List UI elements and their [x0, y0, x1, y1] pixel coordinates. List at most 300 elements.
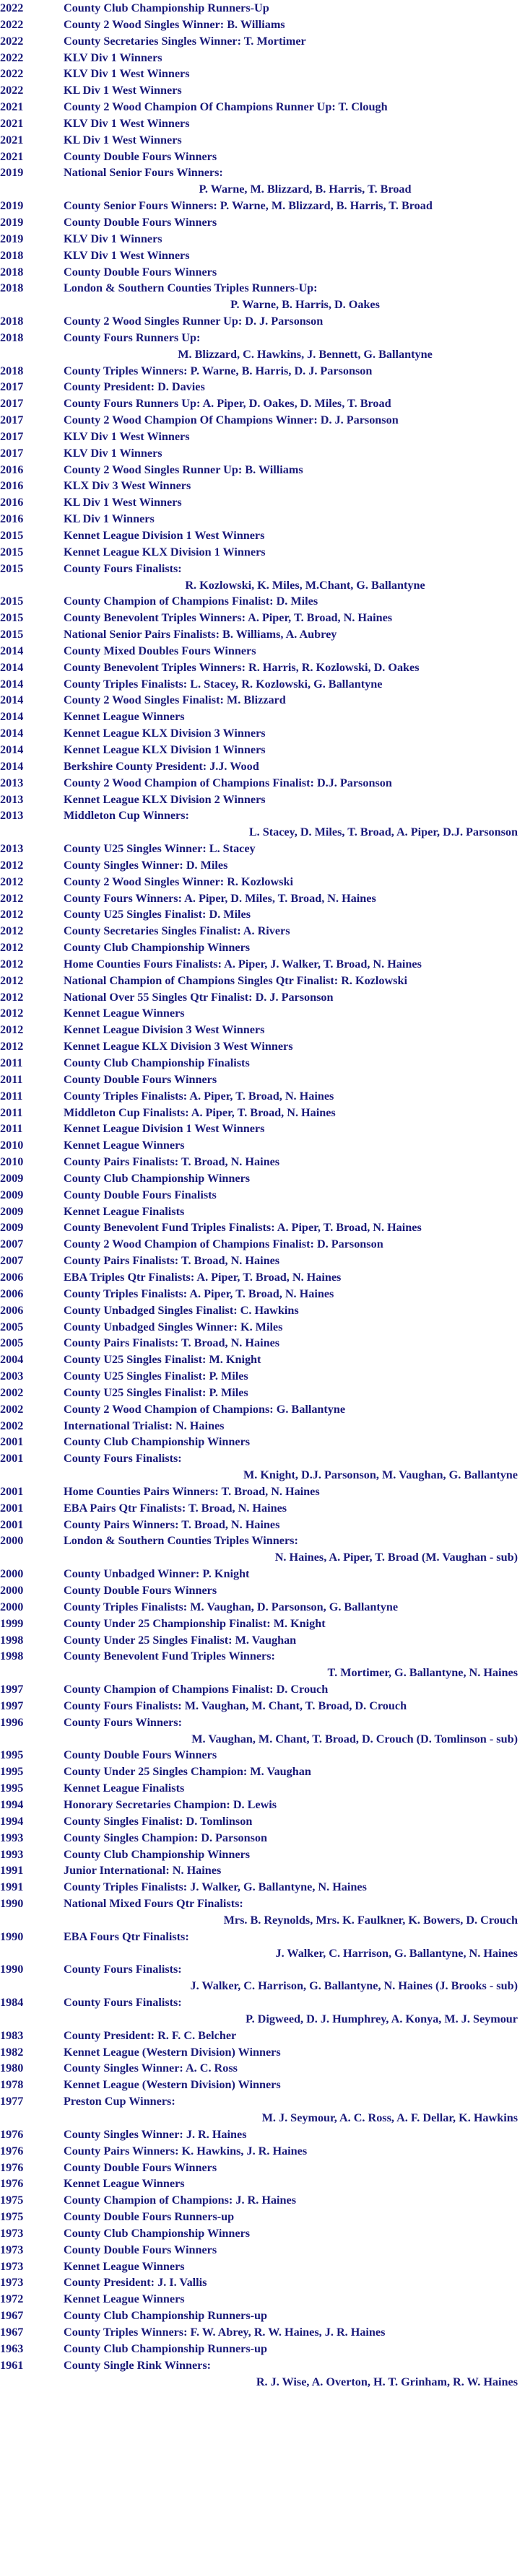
honour-text: County Singles Winner: A. C. Ross [64, 2062, 238, 2075]
honour-year: 2009 [0, 1221, 24, 1235]
honour-text: Kennet League Winners [64, 2259, 185, 2273]
honour-row [0, 709, 518, 725]
honour-text: County Triples Finalists: J. Walker, G. Ballantyne, N. Haines [64, 1880, 367, 1894]
honour-row [0, 2028, 518, 2044]
honour-year [0, 1945, 64, 1962]
honour-year [0, 577, 64, 594]
honour-text: Junior International: N. Haines [64, 1864, 222, 1878]
honour-text: County President: R. F. C. Belcher [64, 2028, 237, 2042]
honour-text: County Pairs Finalists: T. Broad, N. Haines [64, 1336, 280, 1350]
honour-year: 1973 [0, 2259, 24, 2273]
honour-text: County Under 25 Championship Finalist: M. Knight [64, 1616, 326, 1630]
honour-year: 2014 [0, 677, 24, 691]
honour-year: 2012 [0, 1007, 24, 1020]
honour-row [0, 1994, 518, 2011]
honour-row [0, 132, 518, 149]
honour-year: 2005 [0, 1336, 24, 1350]
honour-year: 2018 [0, 330, 24, 344]
honour-year: 1995 [0, 1748, 24, 1762]
honour-year: 1991 [0, 1864, 24, 1878]
honour-text: County Double Fours Winners [64, 215, 217, 229]
honour-text: County Secretaries Singles Winner: T. Mortimer [64, 34, 306, 48]
honour-row [0, 149, 518, 165]
honour-row [0, 429, 518, 445]
honour-text: London & Southern Counties Triples Winners: [64, 1534, 298, 1548]
honour-text: Kennet League (Western Division) Winners [64, 2078, 281, 2092]
honour-row [0, 1154, 518, 1170]
honour-row [0, 66, 518, 82]
honour-row [0, 939, 518, 956]
honour-year: 2000 [0, 1600, 24, 1613]
honour-text: KL Div 1 West Winners [64, 84, 182, 97]
honour-text: County Club Championship Winners [64, 2226, 251, 2240]
honour-row [0, 742, 518, 758]
honour-year: 2019 [0, 199, 24, 213]
honour-text: County Champion of Champions Finalist: D. Miles [64, 595, 318, 608]
honour-row [0, 1351, 518, 1368]
honour-text: County Double Fours Winners [64, 2243, 217, 2256]
honour-row [0, 363, 518, 380]
honour-row [0, 115, 518, 132]
honour-year: 2012 [0, 957, 24, 971]
honour-text: County 2 Wood Champion of Champions: G. Ballantyne [64, 1402, 346, 1416]
honour-year: 2012 [0, 858, 24, 872]
honour-year: 2009 [0, 1171, 24, 1185]
honour-row [0, 2274, 518, 2291]
honour-names-continuation: M. Knight, D.J. Parsonson, M. Vaughan, G. Ballantyne [243, 1468, 518, 1482]
honour-text: County Club Championship Winners [64, 1435, 251, 1449]
honour-year: 2000 [0, 1567, 24, 1581]
honour-year: 2016 [0, 496, 24, 509]
honour-row [0, 1401, 518, 1418]
honour-text: County Fours Finalists: [64, 1452, 182, 1466]
honour-row [0, 890, 518, 907]
honour-year: 2014 [0, 710, 24, 724]
honour-text: Preston Cup Winners: [64, 2095, 175, 2108]
honour-row [0, 544, 518, 561]
honour-text: County 2 Wood Champion Of Champions Runner Up: T. Clough [64, 100, 388, 114]
honour-year: 1982 [0, 2045, 24, 2059]
honour-row [0, 1632, 518, 1649]
honour-year: 1961 [0, 2358, 24, 2372]
honour-text: International Trialist: N. Haines [64, 1419, 225, 1432]
honour-year: 2007 [0, 1237, 24, 1251]
honour-row [0, 1862, 518, 1879]
honour-row [0, 989, 518, 1006]
honour-year: 2022 [0, 34, 24, 48]
honour-year: 1967 [0, 2309, 24, 2323]
honour-year: 2011 [0, 1072, 23, 1086]
honour-text: Kennet League Division 1 West Winners [64, 1122, 265, 1136]
honour-row [0, 643, 518, 660]
honour-text: County 2 Wood Singles Runner Up: B. Williams [64, 463, 303, 476]
honour-text: County Double Fours Finalists [64, 1188, 217, 1201]
honour-row [0, 1236, 518, 1253]
honour-row [0, 1681, 518, 1698]
honour-row [0, 50, 518, 66]
honour-year: 1983 [0, 2028, 24, 2042]
honour-row [0, 2259, 518, 2275]
honour-row [0, 1616, 518, 1632]
honour-names-continuation: P. Warne, B. Harris, D. Oakes [230, 298, 380, 312]
honour-row [0, 527, 518, 544]
honour-text: County Double Fours Winners [64, 2160, 217, 2174]
honour-text: County Club Championship Finalists [64, 1056, 250, 1069]
honour-row [0, 1170, 518, 1187]
honour-text: KLV Div 1 West Winners [64, 429, 190, 443]
honour-names-continuation: J. Walker, C. Harrison, G. Ballantyne, N. Haines (J. Brooks - sub) [190, 1979, 518, 1993]
honour-text: County Unbadged Singles Finalist: C. Hawkins [64, 1303, 299, 1317]
honour-text: County President: D. Davies [64, 380, 205, 394]
honour-text: County Fours Winners: [64, 1715, 183, 1729]
honour-text: Kennet League (Western Division) Winners [64, 2045, 281, 2059]
honour-row [0, 2011, 518, 2028]
honour-text: County Singles Winner: D. Miles [64, 858, 228, 872]
honour-text: County Singles Finalist: D. Tomlinson [64, 1814, 253, 1828]
honour-year: 2015 [0, 628, 24, 641]
honour-text: County Unbadged Singles Winner: K. Miles [64, 1320, 283, 1333]
honour-row [0, 1517, 518, 1533]
honour-year: 2015 [0, 545, 24, 558]
honour-text: County Benevolent Fund Triples Winners: [64, 1650, 275, 1663]
honour-year: 2022 [0, 51, 24, 64]
honour-year: 1998 [0, 1650, 24, 1663]
honour-row [0, 1731, 518, 1748]
honour-row [0, 874, 518, 890]
honour-year: 2006 [0, 1303, 24, 1317]
honour-text: National Champion of Champions Singles Qtr Finalist: R. Kozlowski [64, 973, 407, 987]
honour-row [0, 2225, 518, 2242]
honour-year: 2014 [0, 742, 24, 756]
honour-year: 2006 [0, 1270, 24, 1284]
honour-text: County Pairs Winners: K. Hawkins, J. R. Haines [64, 2144, 308, 2157]
honour-text: EBA Pairs Qtr Finalists: T. Broad, N. Haines [64, 1501, 287, 1515]
honour-year: 2014 [0, 644, 24, 657]
honour-names-continuation: J. Walker, C. Harrison, G. Ballantyne, N. Haines [275, 1946, 518, 1960]
honour-text: Kennet League KLX Division 1 Winners [64, 545, 266, 558]
honour-year [0, 1731, 64, 1748]
honour-year: 2021 [0, 116, 24, 130]
honour-text: County Pairs Finalists: T. Broad, N. Haines [64, 1254, 280, 1268]
honour-year: 2012 [0, 1023, 24, 1037]
honour-year: 1990 [0, 1963, 24, 1976]
honour-year: 1973 [0, 2276, 24, 2290]
honour-year: 1993 [0, 1847, 24, 1861]
honour-row [0, 2242, 518, 2259]
honour-row [0, 2176, 518, 2192]
honour-text: County Club Championship Winners [64, 941, 251, 955]
honour-year [0, 1665, 64, 1681]
honour-text: Kennet League KLX Division 1 Winners [64, 742, 266, 756]
honour-row [0, 395, 518, 412]
honour-year: 2018 [0, 315, 24, 328]
honour-year: 2013 [0, 809, 24, 823]
honour-year: 2012 [0, 891, 24, 905]
honour-year: 1972 [0, 2292, 24, 2306]
honour-row [0, 1187, 518, 1204]
honour-row [0, 1088, 518, 1105]
honour-row [0, 1467, 518, 1484]
honour-row [0, 2093, 518, 2110]
honour-row [0, 1302, 518, 1319]
honour-text: Kennet League Division 1 West Winners [64, 529, 265, 542]
honour-text: County Club Championship Runners-Up [64, 1, 269, 14]
honour-year: 1990 [0, 1929, 24, 1943]
honour-text: County Double Fours Runners-up [64, 2210, 235, 2224]
honour-row [0, 923, 518, 939]
honour-text: County Triples Finalists: A. Piper, T. Broad, N. Haines [64, 1089, 334, 1103]
honour-year: 1967 [0, 2325, 24, 2339]
honour-row [0, 379, 518, 395]
honour-row [0, 1549, 518, 1566]
honour-year: 2014 [0, 759, 24, 773]
honour-year: 2016 [0, 512, 24, 526]
honour-text: KLV Div 1 West Winners [64, 67, 190, 81]
honour-row [0, 17, 518, 33]
honour-row [0, 2308, 518, 2324]
honour-year: 2009 [0, 1204, 24, 1218]
honour-year: 2000 [0, 1534, 24, 1548]
honour-text: Kennet League Division 3 West Winners [64, 1023, 265, 1037]
honour-row [0, 198, 518, 214]
honour-text: County Fours Runners Up: A. Piper, D. Oakes, D. Miles, T. Broad [64, 397, 391, 411]
honour-row [0, 494, 518, 511]
honour-row [0, 2192, 518, 2209]
honour-row [0, 1450, 518, 1467]
honour-year: 2017 [0, 429, 24, 443]
honour-row [0, 1582, 518, 1599]
honour-row [0, 165, 518, 181]
honour-text: County Fours Finalists: [64, 1963, 182, 1976]
honour-row [0, 1879, 518, 1896]
honour-year [0, 824, 64, 841]
honour-year: 2013 [0, 776, 24, 789]
honour-row [0, 956, 518, 973]
honour-row [0, 1368, 518, 1385]
honour-text: County Singles Champion: D. Parsonson [64, 1831, 267, 1844]
honour-row [0, 1813, 518, 1830]
honour-row [0, 313, 518, 330]
honour-year: 2018 [0, 364, 24, 377]
honour-text: County Double Fours Winners [64, 1584, 217, 1597]
honour-row [0, 692, 518, 709]
honour-row [0, 346, 518, 363]
honour-text: County U25 Singles Finalist: D. Miles [64, 908, 251, 921]
honour-year: 2019 [0, 166, 24, 180]
honour-text: KL Div 1 Winners [64, 512, 155, 526]
honour-row [0, 1929, 518, 1945]
honour-row [0, 1648, 518, 1665]
honour-text: County Under 25 Singles Finalist: M. Vaughan [64, 1633, 297, 1647]
honour-row [0, 626, 518, 643]
honour-names-continuation: L. Stacey, D. Miles, T. Broad, A. Piper, D.J. Parsonson [248, 825, 518, 839]
honour-text: KLV Div 1 West Winners [64, 248, 190, 262]
honour-row [0, 2374, 518, 2391]
honour-text: County Champion of Champions: J. R. Haines [64, 2194, 297, 2207]
honour-year: 1993 [0, 1831, 24, 1844]
honour-text: County 2 Wood Champion Of Champions Winner: D. J. Parsonson [64, 413, 399, 427]
honour-year: 2015 [0, 611, 24, 625]
honour-text: County President: J. I. Vallis [64, 2276, 207, 2290]
honour-row [0, 1121, 518, 1137]
honour-year: 2012 [0, 875, 24, 888]
honour-year: 2011 [0, 1122, 23, 1136]
honour-year: 1984 [0, 1996, 24, 2010]
honour-row [0, 792, 518, 808]
honour-row [0, 1385, 518, 1401]
honour-row [0, 2060, 518, 2077]
honour-row [0, 1484, 518, 1500]
honour-row [0, 1797, 518, 1813]
honour-year: 2003 [0, 1370, 24, 1383]
honour-row [0, 1714, 518, 1731]
honour-year: 2012 [0, 973, 24, 987]
honour-year: 2014 [0, 693, 24, 707]
honour-year: 1997 [0, 1683, 24, 1696]
honour-names-continuation: P. Digweed, D. J. Humphrey, A. Konya, M. J. Seymour [246, 2012, 518, 2025]
honour-row [0, 1055, 518, 1072]
honour-year: 2001 [0, 1501, 24, 1515]
honour-row [0, 412, 518, 429]
honour-text: County Pairs Finalists: T. Broad, N. Haines [64, 1155, 280, 1169]
honour-text: KLV Div 1 Winners [64, 232, 162, 245]
honour-year [0, 346, 64, 363]
honour-year: 2002 [0, 1419, 24, 1432]
honour-row [0, 1253, 518, 1269]
honour-year: 2012 [0, 1040, 24, 1053]
honour-names-continuation: M. Blizzard, C. Hawkins, J. Bennett, G. Ballantyne [178, 347, 433, 361]
honour-row [0, 824, 518, 841]
honour-text: London & Southern Counties Triples Runners-Up: [64, 281, 318, 295]
honour-year: 2014 [0, 727, 24, 740]
honour-text: County 2 Wood Singles Winner: R. Kozlowski [64, 875, 293, 888]
honour-row [0, 577, 518, 594]
honour-year [0, 2374, 64, 2391]
honour-row [0, 973, 518, 989]
honour-text: EBA Fours Qtr Finalists: [64, 1929, 189, 1943]
honour-year: 2017 [0, 397, 24, 411]
honour-text: Home Counties Fours Finalists: A. Piper, J. Walker, T. Broad, N. Haines [64, 957, 422, 971]
honour-text: Kennet League KLX Division 3 Winners [64, 727, 266, 740]
honour-text: County Benevolent Fund Triples Finalists: A. Piper, T. Broad, N. Haines [64, 1221, 422, 1235]
honour-row [0, 1846, 518, 1863]
honour-row [0, 2110, 518, 2126]
honour-year: 2005 [0, 1320, 24, 1333]
honour-row [0, 2126, 518, 2143]
honour-row [0, 1665, 518, 1681]
honour-year: 2015 [0, 529, 24, 542]
honour-year [0, 1549, 64, 1566]
honour-year: 2013 [0, 842, 24, 856]
honour-year [0, 2110, 64, 2126]
honour-names-continuation: P. Warne, M. Blizzard, B. Harris, T. Broad [199, 183, 412, 196]
honour-year: 2021 [0, 133, 24, 146]
honour-year: 2017 [0, 413, 24, 427]
honour-text: County 2 Wood Singles Finalist: M. Blizzard [64, 693, 286, 707]
honour-year: 1995 [0, 1782, 24, 1795]
honour-year: 1994 [0, 1814, 24, 1828]
honour-year: 2011 [0, 1056, 23, 1069]
honour-row [0, 462, 518, 478]
honour-year: 2002 [0, 1402, 24, 1416]
honour-year: 2010 [0, 1155, 24, 1169]
honour-row [0, 1105, 518, 1121]
honour-row [0, 1137, 518, 1154]
honour-year: 2019 [0, 232, 24, 245]
honour-text: County U25 Singles Finalist: M. Knight [64, 1353, 261, 1367]
honour-row [0, 1830, 518, 1846]
honour-text: County Fours Finalists: M. Vaughan, M. Chant, T. Broad, D. Crouch [64, 1699, 407, 1712]
honour-year: 2001 [0, 1452, 24, 1466]
honour-row [0, 445, 518, 462]
honour-text: Kennet League Finalists [64, 1782, 185, 1795]
honour-year [0, 2011, 64, 2028]
honour-row [0, 1434, 518, 1450]
honour-text: County Fours Finalists: [64, 1996, 182, 2010]
honour-row [0, 1698, 518, 1714]
honour-row [0, 214, 518, 231]
honour-row [0, 264, 518, 281]
honour-text: County 2 Wood Champion of Champions Finalist: D.J. Parsonson [64, 776, 392, 789]
honour-year: 1976 [0, 2144, 24, 2157]
honour-year: 2009 [0, 1188, 24, 1201]
honour-text: County U25 Singles Finalist: P. Miles [64, 1370, 248, 1383]
honour-year: 1991 [0, 1880, 24, 1894]
honour-row [0, 1219, 518, 1236]
honour-row [0, 857, 518, 874]
honour-year: 1976 [0, 2177, 24, 2191]
honour-year: 2010 [0, 1139, 24, 1152]
honour-row [0, 593, 518, 610]
honour-row [0, 99, 518, 115]
honour-row [0, 1747, 518, 1764]
honour-text: KL Div 1 West Winners [64, 496, 182, 509]
honour-text: County Double Fours Winners [64, 149, 217, 163]
honour-year: 2022 [0, 1, 24, 14]
honour-year: 2018 [0, 265, 24, 279]
honour-row [0, 1072, 518, 1088]
honour-text: County Double Fours Winners [64, 1748, 217, 1762]
honour-year: 2011 [0, 1105, 23, 1119]
honour-year [0, 181, 64, 198]
honour-text: County 2 Wood Singles Winner: B. Williams [64, 17, 285, 31]
honour-year: 1999 [0, 1616, 24, 1630]
honour-year: 1995 [0, 1765, 24, 1779]
honour-row [0, 247, 518, 264]
honour-text: KL Div 1 West Winners [64, 133, 182, 146]
honour-text: KLX Div 3 West Winners [64, 479, 191, 493]
honour-row [0, 1335, 518, 1351]
honour-row [0, 2324, 518, 2341]
honour-text: Berkshire County President: J.J. Wood [64, 759, 259, 773]
honour-year: 1990 [0, 1897, 24, 1911]
honour-row [0, 660, 518, 676]
honour-year: 2012 [0, 908, 24, 921]
honour-row [0, 1566, 518, 1582]
honour-year: 1978 [0, 2078, 24, 2092]
honour-names-continuation: M. Vaughan, M. Chant, T. Broad, D. Crouch (D. Tomlinson - sub) [191, 1732, 518, 1745]
honour-year: 1996 [0, 1715, 24, 1729]
honour-year: 2017 [0, 446, 24, 460]
honour-year: 2018 [0, 248, 24, 262]
honour-row [0, 33, 518, 50]
honour-text: KLV Div 1 Winners [64, 51, 162, 64]
honour-year: 2021 [0, 149, 24, 163]
honour-text: County Benevolent Triples Winners: R. Harris, R. Kozlowski, D. Oakes [64, 660, 420, 674]
honour-text: County Club Championship Runners-up [64, 2341, 268, 2355]
honour-year: 2019 [0, 215, 24, 229]
honour-year: 1973 [0, 2226, 24, 2240]
